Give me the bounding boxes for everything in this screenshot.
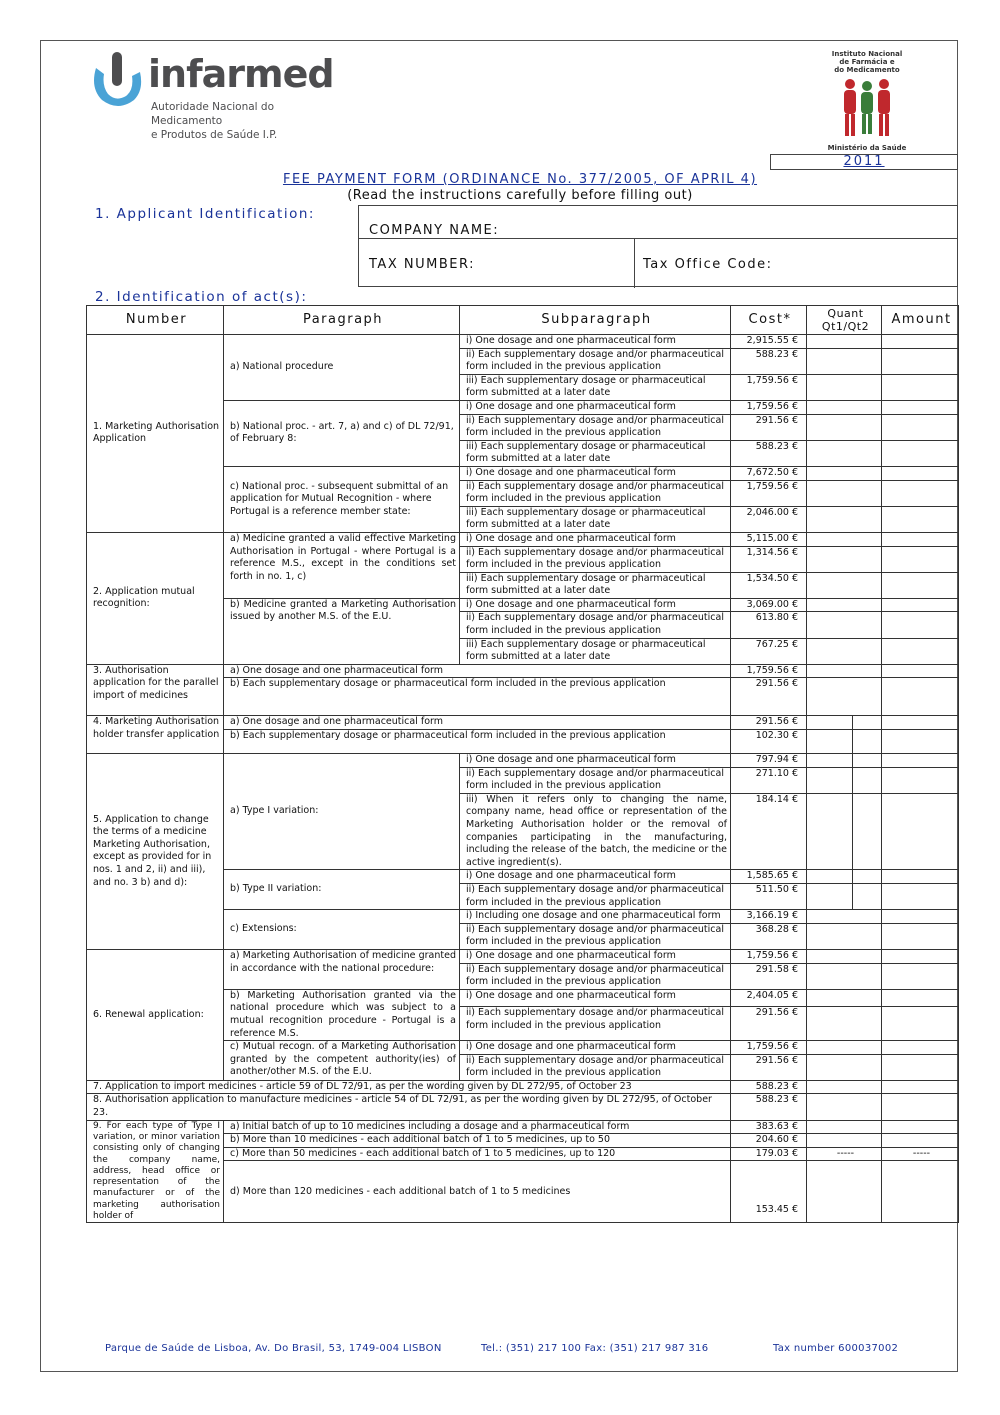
row-paragraph: b) Each supplementary dosage or pharmaceutical form included in the previous application bbox=[224, 678, 731, 716]
cost-value: 1,534.50 € bbox=[731, 572, 807, 598]
amount-cell[interactable] bbox=[882, 1120, 959, 1134]
subparagraph: ii) Each supplementary dosage and/or pharmaceutical form included in the previous application bbox=[460, 767, 731, 793]
infarmed-logo bbox=[88, 48, 334, 141]
amount-cell[interactable] bbox=[882, 1054, 959, 1080]
amount-cell[interactable] bbox=[882, 730, 959, 754]
amount-cell[interactable] bbox=[882, 572, 959, 598]
ministry-line-2: de Farmácia e bbox=[839, 58, 895, 66]
amount-cell[interactable] bbox=[882, 949, 959, 963]
quantity-cell[interactable] bbox=[807, 949, 882, 963]
amount-cell[interactable] bbox=[882, 466, 959, 480]
table-row bbox=[87, 949, 959, 963]
ministry-line-1: Instituto Nacional bbox=[831, 50, 903, 58]
quantity-cell[interactable] bbox=[807, 546, 882, 572]
quantity-cell[interactable] bbox=[807, 664, 882, 678]
table-row bbox=[87, 1080, 959, 1094]
quantity-1-cell[interactable] bbox=[807, 883, 853, 909]
amount-cell[interactable] bbox=[882, 989, 959, 1007]
quantity-1-cell[interactable] bbox=[807, 793, 853, 870]
cost-value: 2,404.05 € bbox=[731, 989, 807, 1007]
cost-value: 7,672.50 € bbox=[731, 466, 807, 480]
row-paragraph: d) More than 120 medicines - each additional batch of 1 to 5 medicines bbox=[224, 1161, 731, 1223]
subparagraph: i) One dosage and one pharmaceutical form bbox=[460, 335, 731, 349]
cost-value: 368.28 € bbox=[731, 923, 807, 949]
cost-value: 1,759.56 € bbox=[731, 1041, 807, 1055]
row-paragraph: b) More than 10 medicines - each additional batch of 1 to 5 medicines, up to 50 bbox=[224, 1134, 731, 1148]
quantity-1-cell[interactable] bbox=[807, 767, 853, 793]
header-subparagraph: Subparagraph bbox=[460, 306, 731, 335]
header-amount: Amount bbox=[882, 306, 959, 335]
quantity-cell[interactable] bbox=[807, 1094, 882, 1120]
row-number-3: 3. Authorisation application for the parallel import of medicines bbox=[87, 664, 224, 716]
cost-value: 3,069.00 € bbox=[731, 598, 807, 612]
amount-cell[interactable] bbox=[882, 348, 959, 374]
row-number-5: 5. Application to change the terms of a medicine Marketing Authorisation, except as provided for in nos. 1 and 2, ii) and iii), and no. 3 b) and d): bbox=[87, 754, 224, 950]
cost-value: 1,585.65 € bbox=[731, 870, 807, 884]
cost-value: 1,759.56 € bbox=[731, 480, 807, 506]
amount-cell[interactable] bbox=[882, 506, 959, 532]
amount-cell[interactable] bbox=[882, 910, 959, 924]
quantity-1-cell[interactable] bbox=[807, 730, 853, 754]
amount-cell[interactable] bbox=[882, 716, 959, 730]
amount-cell[interactable] bbox=[882, 400, 959, 414]
header-quantity: Quant Qt1/Qt2 bbox=[807, 306, 882, 335]
row-paragraph: a) Marketing Authorisation of medicine granted in accordance with the national procedure: bbox=[224, 949, 460, 989]
quantity-cell[interactable] bbox=[807, 374, 882, 400]
row-paragraph: b) Each supplementary dosage or pharmaceutical form included in the previous application bbox=[224, 730, 731, 754]
quantity-cell[interactable] bbox=[807, 678, 882, 716]
amount-cell[interactable] bbox=[882, 767, 959, 793]
row-paragraph: c) Mutual recogn. of a Marketing Authorisation granted by the competent authority(ies) of another/other M.S. of the E.U. bbox=[224, 1041, 460, 1081]
quantity-cell[interactable] bbox=[807, 348, 882, 374]
cost-value: 511.50 € bbox=[731, 883, 807, 909]
amount-cell[interactable] bbox=[882, 335, 959, 349]
cost-value: 291.56 € bbox=[731, 414, 807, 440]
quantity-cell[interactable] bbox=[807, 910, 882, 924]
table-row bbox=[87, 532, 959, 546]
amount-cell[interactable] bbox=[882, 678, 959, 716]
table-row bbox=[87, 1120, 959, 1134]
subparagraph: iii) Each supplementary dosage or pharmaceutical form submitted at a later date bbox=[460, 638, 731, 664]
quantity-cell[interactable]: ----- bbox=[807, 1147, 882, 1161]
row-paragraph: a) Initial batch of up to 10 medicines including a dosage and a pharmaceutical form bbox=[224, 1120, 731, 1134]
amount-cell[interactable] bbox=[882, 870, 959, 884]
subparagraph: ii) Each supplementary dosage and/or pharmaceutical form included in the previous application bbox=[460, 348, 731, 374]
subparagraph: i) One dosage and one pharmaceutical form bbox=[460, 870, 731, 884]
cost-value: 153.45 € bbox=[731, 1161, 807, 1223]
quantity-1-cell[interactable] bbox=[807, 870, 853, 884]
quantity-cell[interactable] bbox=[807, 1007, 882, 1041]
subparagraph: iii) Each supplementary dosage or pharmaceutical form submitted at a later date bbox=[460, 374, 731, 400]
table-header-row bbox=[87, 306, 959, 335]
quantity-cell[interactable] bbox=[807, 572, 882, 598]
subparagraph: i) One dosage and one pharmaceutical form bbox=[460, 989, 731, 1007]
quantity-cell[interactable] bbox=[807, 1161, 882, 1223]
quantity-cell[interactable] bbox=[807, 612, 882, 638]
footer-address: Parque de Saúde de Lisboa, Av. Do Brasil, 53, 1749-004 LISBON bbox=[105, 1343, 442, 1354]
subparagraph: ii) Each supplementary dosage and/or pharmaceutical form included in the previous application bbox=[460, 1054, 731, 1080]
subparagraph: iii) When it refers only to changing the name, company name, head office or representation of the Marketing Authorisation holder or the removal of companies participating in the manufacturing, including the release of the batch, the medicine or the active ingredient(s). bbox=[460, 793, 731, 870]
amount-cell[interactable] bbox=[882, 963, 959, 989]
row-paragraph: b) Medicine granted a Marketing Authorisation issued by another M.S. of the E.U. bbox=[224, 598, 460, 664]
subparagraph: i) One dosage and one pharmaceutical form bbox=[460, 1041, 731, 1055]
header-paragraph: Paragraph bbox=[224, 306, 460, 335]
subparagraph: ii) Each supplementary dosage and/or pharmaceutical form included in the previous application bbox=[460, 546, 731, 572]
amount-cell[interactable] bbox=[882, 414, 959, 440]
cost-value: 767.25 € bbox=[731, 638, 807, 664]
subparagraph: i) One dosage and one pharmaceutical form bbox=[460, 949, 731, 963]
table-row bbox=[87, 335, 959, 349]
cost-value: 1,314.56 € bbox=[731, 546, 807, 572]
header-cost: Cost* bbox=[731, 306, 807, 335]
logo-subtitle-2: e Produtos de Saúde I.P. bbox=[151, 129, 278, 141]
amount-cell[interactable]: ----- bbox=[882, 1147, 959, 1161]
table-row bbox=[87, 754, 959, 768]
subparagraph: ii) Each supplementary dosage and/or pharmaceutical form included in the previous application bbox=[460, 923, 731, 949]
section-2-heading: 2. Identification of act(s): bbox=[95, 289, 308, 305]
amount-cell[interactable] bbox=[882, 638, 959, 664]
cost-value: 613.80 € bbox=[731, 612, 807, 638]
quantity-cell[interactable] bbox=[807, 506, 882, 532]
quantity-cell[interactable] bbox=[807, 414, 882, 440]
subparagraph: i) Including one dosage and one pharmaceutical form bbox=[460, 910, 731, 924]
row-number-2: 2. Application mutual recognition: bbox=[87, 532, 224, 664]
cost-value: 204.60 € bbox=[731, 1134, 807, 1148]
subparagraph: ii) Each supplementary dosage and/or pharmaceutical form included in the previous application bbox=[460, 883, 731, 909]
tax-number-field[interactable]: TAX NUMBER: bbox=[369, 257, 475, 272]
amount-cell[interactable] bbox=[882, 440, 959, 466]
ministry-logo bbox=[820, 50, 914, 152]
cost-value: 184.14 € bbox=[731, 793, 807, 870]
quantity-2-cell[interactable] bbox=[853, 716, 882, 730]
amount-cell[interactable] bbox=[882, 923, 959, 949]
table-row bbox=[87, 664, 959, 678]
row-paragraph: b) National proc. - art. 7, a) and c) of DL 72/91, of February 8: bbox=[224, 400, 460, 466]
amount-cell[interactable] bbox=[882, 612, 959, 638]
section-1-heading: 1. Applicant Identification: bbox=[95, 206, 315, 222]
infarmed-logo-icon bbox=[88, 50, 148, 112]
row-paragraph: a) One dosage and one pharmaceutical form bbox=[224, 716, 731, 730]
quantity-2-cell[interactable] bbox=[853, 883, 882, 909]
row-paragraph: a) One dosage and one pharmaceutical form bbox=[224, 664, 731, 678]
ministry-caption: Ministério da Saúde bbox=[827, 144, 907, 152]
row-paragraph: c) National proc. - subsequent submittal of an application for Mutual Recognition - where Portugal is a reference member state: bbox=[224, 466, 460, 532]
cost-value: 102.30 € bbox=[731, 730, 807, 754]
cost-value: 588.23 € bbox=[731, 1094, 807, 1120]
footer-tax-number: Tax number 600037002 bbox=[773, 1343, 899, 1354]
amount-cell[interactable] bbox=[882, 754, 959, 768]
quantity-1-cell[interactable] bbox=[807, 716, 853, 730]
quantity-cell[interactable] bbox=[807, 335, 882, 349]
table-row bbox=[87, 1094, 959, 1120]
quantity-2-cell[interactable] bbox=[853, 754, 882, 768]
logo-subtitle bbox=[151, 100, 328, 142]
cost-value: 1,759.56 € bbox=[731, 664, 807, 678]
cost-value: 291.58 € bbox=[731, 963, 807, 989]
logo-wordmark: infarmed bbox=[148, 52, 334, 96]
cost-value: 2,915.55 € bbox=[731, 335, 807, 349]
subparagraph: ii) Each supplementary dosage and/or pharmaceutical form included in the previous application bbox=[460, 612, 731, 638]
quantity-cell[interactable] bbox=[807, 1080, 882, 1094]
quantity-cell[interactable] bbox=[807, 400, 882, 414]
amount-cell[interactable] bbox=[882, 1161, 959, 1223]
row-number-1: 1. Marketing Authorisation Application bbox=[87, 335, 224, 533]
cost-value: 588.23 € bbox=[731, 348, 807, 374]
tax-office-code-field[interactable]: Tax Office Code: bbox=[643, 257, 773, 272]
cost-value: 1,759.56 € bbox=[731, 374, 807, 400]
quantity-1-cell[interactable] bbox=[807, 754, 853, 768]
row-paragraph: b) Marketing Authorisation granted via the national procedure which was subject to a mutual recognition procedure - Portugal is a reference M.S. bbox=[224, 989, 460, 1040]
subparagraph: ii) Each supplementary dosage and/or pharmaceutical form included in the previous application bbox=[460, 963, 731, 989]
subparagraph: iii) Each supplementary dosage or pharmaceutical form submitted at a later date bbox=[460, 440, 731, 466]
row-number-4: 4. Marketing Authorisation holder transfer application bbox=[87, 716, 224, 754]
footer-phone: Tel.: (351) 217 100 Fax: (351) 217 987 316 bbox=[481, 1343, 709, 1354]
cost-value: 1,759.56 € bbox=[731, 949, 807, 963]
quantity-cell[interactable] bbox=[807, 1054, 882, 1080]
subparagraph: i) One dosage and one pharmaceutical form bbox=[460, 466, 731, 480]
subparagraph: iii) Each supplementary dosage or pharmaceutical form submitted at a later date bbox=[460, 572, 731, 598]
cost-value: 291.56 € bbox=[731, 716, 807, 730]
quantity-cell[interactable] bbox=[807, 1134, 882, 1148]
quantity-2-cell[interactable] bbox=[853, 870, 882, 884]
quantity-cell[interactable] bbox=[807, 480, 882, 506]
subparagraph: ii) Each supplementary dosage and/or pharmaceutical form included in the previous application bbox=[460, 414, 731, 440]
amount-cell[interactable] bbox=[882, 598, 959, 612]
subparagraph: ii) Each supplementary dosage and/or pharmaceutical form included in the previous application bbox=[460, 480, 731, 506]
quantity-cell[interactable] bbox=[807, 598, 882, 612]
cost-value: 1,759.56 € bbox=[731, 400, 807, 414]
quantity-cell[interactable] bbox=[807, 1041, 882, 1055]
logo-subtitle-1: Autoridade Nacional do Medicamento bbox=[151, 101, 275, 127]
year-box: 2011 bbox=[770, 154, 958, 170]
amount-cell[interactable] bbox=[882, 546, 959, 572]
amount-cell[interactable] bbox=[882, 1134, 959, 1148]
amount-cell[interactable] bbox=[882, 1007, 959, 1041]
applicant-identification-box bbox=[358, 205, 958, 287]
subparagraph: i) One dosage and one pharmaceutical form bbox=[460, 754, 731, 768]
fees-table bbox=[86, 305, 959, 1223]
row-paragraph: b) Type II variation: bbox=[224, 870, 460, 910]
cost-value: 291.56 € bbox=[731, 1007, 807, 1041]
subparagraph: i) One dosage and one pharmaceutical form bbox=[460, 400, 731, 414]
quantity-cell[interactable] bbox=[807, 963, 882, 989]
cost-value: 588.23 € bbox=[731, 440, 807, 466]
cost-value: 797.94 € bbox=[731, 754, 807, 768]
cost-value: 179.03 € bbox=[731, 1147, 807, 1161]
ministry-emblem-icon bbox=[834, 76, 900, 138]
amount-cell[interactable] bbox=[882, 374, 959, 400]
amount-cell[interactable] bbox=[882, 480, 959, 506]
cost-value: 588.23 € bbox=[731, 1080, 807, 1094]
row-paragraph: c) More than 50 medicines - each additional batch of 1 to 5 medicines, up to 120 bbox=[224, 1147, 731, 1161]
row-number-6: 6. Renewal application: bbox=[87, 949, 224, 1080]
quantity-cell[interactable] bbox=[807, 532, 882, 546]
row-paragraph: a) Type I variation: bbox=[224, 754, 460, 870]
cost-value: 383.63 € bbox=[731, 1120, 807, 1134]
row-paragraph: a) Medicine granted a valid effective Marketing Authorisation in Portugal - where Portugal is a reference M.S., except in the conditions set forth in no. 1, c) bbox=[224, 532, 460, 598]
quantity-2-cell[interactable] bbox=[853, 793, 882, 870]
company-name-field[interactable]: COMPANY NAME: bbox=[369, 223, 500, 238]
subparagraph: i) One dosage and one pharmaceutical form bbox=[460, 598, 731, 612]
quantity-cell[interactable] bbox=[807, 989, 882, 1007]
amount-cell[interactable] bbox=[882, 883, 959, 909]
cost-value: 3,166.19 € bbox=[731, 910, 807, 924]
cost-value: 291.56 € bbox=[731, 1054, 807, 1080]
row-paragraph: c) Extensions: bbox=[224, 910, 460, 950]
table-row bbox=[87, 716, 959, 730]
quantity-cell[interactable] bbox=[807, 923, 882, 949]
cost-value: 291.56 € bbox=[731, 678, 807, 716]
row-8-text: 8. Authorisation application to manufacture medicines - article 54 of DL 72/91, as per the wording given by DL 272/95, of October 23. bbox=[87, 1094, 731, 1120]
row-7-text: 7. Application to import medicines - article 59 of DL 72/91, as per the wording given by DL 272/95, of October 23 bbox=[87, 1080, 731, 1094]
header-number: Number bbox=[87, 306, 224, 335]
amount-cell[interactable] bbox=[882, 1094, 959, 1120]
subparagraph: ii) Each supplementary dosage and/or pharmaceutical form included in the previous application bbox=[460, 1007, 731, 1041]
quantity-cell[interactable] bbox=[807, 1120, 882, 1134]
cost-value: 2,046.00 € bbox=[731, 506, 807, 532]
amount-cell[interactable] bbox=[882, 1041, 959, 1055]
quantity-cell[interactable] bbox=[807, 638, 882, 664]
row-number-9: 9. For each type of Type I variation, or minor variation consisting only of changing the company name, address, head office or representation of the manufacturer or of the marketing authorisation holder of bbox=[87, 1120, 224, 1223]
ministry-line-3: do Medicamento bbox=[834, 66, 900, 74]
amount-cell[interactable] bbox=[882, 532, 959, 546]
quantity-cell[interactable] bbox=[807, 466, 882, 480]
amount-cell[interactable] bbox=[882, 1080, 959, 1094]
amount-cell[interactable] bbox=[882, 664, 959, 678]
subparagraph: iii) Each supplementary dosage or pharmaceutical form submitted at a later date bbox=[460, 506, 731, 532]
subparagraph: i) One dosage and one pharmaceutical form bbox=[460, 532, 731, 546]
quantity-2-cell[interactable] bbox=[853, 730, 882, 754]
cost-value: 271.10 € bbox=[731, 767, 807, 793]
quantity-cell[interactable] bbox=[807, 440, 882, 466]
form-subtitle: (Read the instructions carefully before filling out) bbox=[347, 188, 693, 203]
cost-value: 5,115.00 € bbox=[731, 532, 807, 546]
row-paragraph: a) National procedure bbox=[224, 335, 460, 401]
amount-cell[interactable] bbox=[882, 793, 959, 870]
form-title: FEE PAYMENT FORM (ORDINANCE No. 377/2005, OF APRIL 4) bbox=[282, 172, 758, 187]
quantity-2-cell[interactable] bbox=[853, 767, 882, 793]
